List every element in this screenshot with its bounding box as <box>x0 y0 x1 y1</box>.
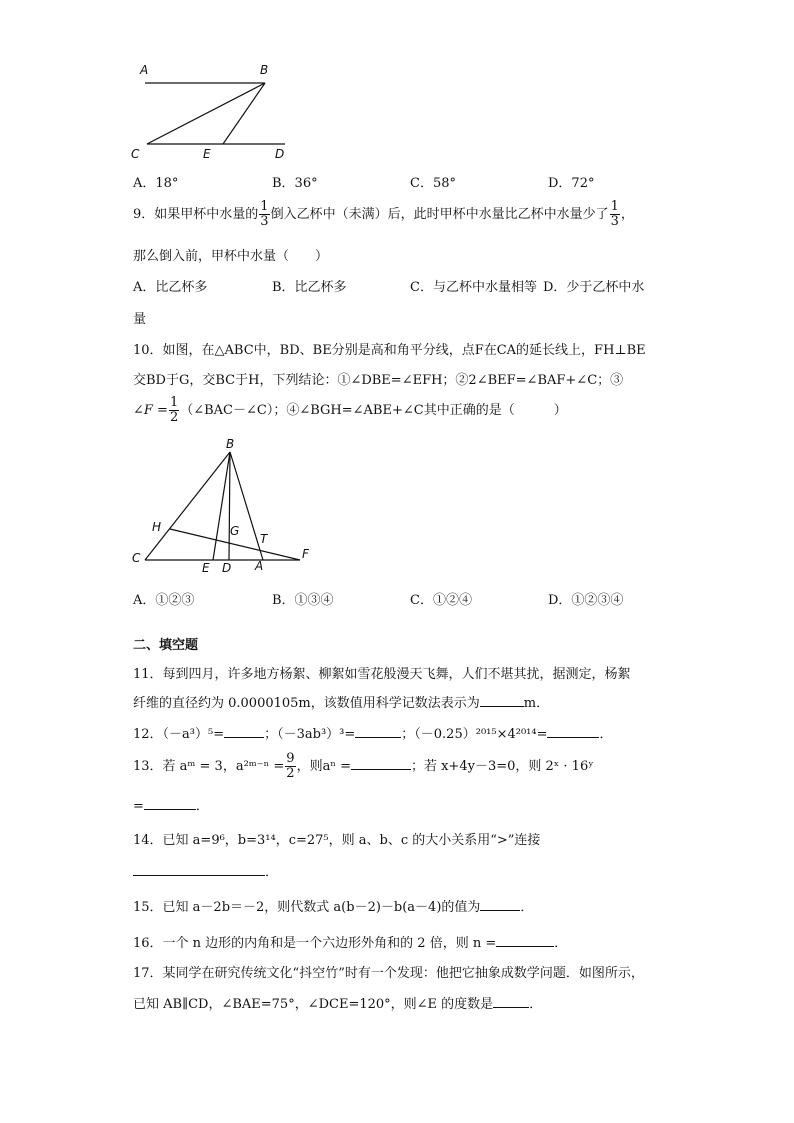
q10-text-3a: ∠F = <box>133 403 168 418</box>
label-f: F <box>302 547 309 561</box>
q10-line1: 10．如图，在△ABC中，BD、BE分别是高和角平分线，点F在CA的延长线上，FH⊥BE <box>133 343 646 358</box>
label-d: D <box>275 147 285 161</box>
q17-blank[interactable] <box>493 995 529 1008</box>
q9-fraction-1: $\frac{1}{3}$ <box>260 199 269 229</box>
q12-line <box>133 723 613 742</box>
label-b2: B <box>226 437 235 451</box>
section-heading: 二、填空题 <box>133 638 199 653</box>
line-eb <box>223 83 265 144</box>
line-cb2 <box>145 452 230 560</box>
q10-option-a[interactable]: A．①②③ <box>133 593 195 608</box>
q11-unit: m． <box>523 696 550 711</box>
q9-option-d-wrap: 量 <box>133 312 147 327</box>
label-a: A <box>140 63 149 77</box>
q16-line <box>133 932 567 951</box>
label-h: H <box>152 520 162 534</box>
q13-eq: = <box>133 799 144 814</box>
q10-option-c[interactable]: C．①②④ <box>410 593 472 608</box>
label-c: C <box>131 147 140 161</box>
q13-text-1: 13．若 aᵐ = 3，a²ᵐ⁻ⁿ = <box>133 759 285 774</box>
q13-text-2: ，则aⁿ = <box>296 759 351 774</box>
q12-text-4: ． <box>599 727 613 742</box>
q11-line2 <box>133 692 549 711</box>
label-c2: C <box>132 551 141 565</box>
q10-line2: 交BD于G，交BC于H，下列结论：①∠DBE=∠EFH；②2∠BEF=∠BAF+∠C；③ <box>133 373 624 388</box>
q12-text-1: 12．（－a³）⁵= <box>133 727 225 742</box>
label-a2: A <box>255 559 264 573</box>
q15-blank[interactable] <box>480 898 520 911</box>
q13-end: ． <box>195 799 209 814</box>
q11-line1: 11．每到四月，许多地方杨絮、柳絮如雪花般漫天飞舞，人们不堪其扰，据测定，杨絮 <box>133 667 631 682</box>
q9-line2: 那么倒入前，甲杯中水量（ ） <box>133 249 329 264</box>
q10-option-b[interactable]: B．①③④ <box>272 593 334 608</box>
q13-line1 <box>133 752 594 781</box>
figure-parallel-lines <box>125 58 300 168</box>
label-d2: D <box>222 561 232 575</box>
q8-option-c[interactable]: C．58° <box>410 176 456 191</box>
q9-text-1: 9．如果甲杯中水量的 <box>133 207 259 222</box>
q16-blank[interactable] <box>496 934 554 947</box>
q14-blank[interactable] <box>133 863 265 876</box>
q8-option-a[interactable]: A．18° <box>133 176 179 191</box>
figure-triangle <box>125 435 325 575</box>
q9-line1 <box>133 200 634 229</box>
q17-line2 <box>133 993 542 1012</box>
q13-fraction: $\frac{9}{2}$ <box>286 751 295 781</box>
line-cb <box>147 83 265 144</box>
q9-option-c[interactable]: C．与乙杯中水量相等 <box>410 280 537 295</box>
q10-text-3b: （∠BAC－∠C）；④∠BGH=∠ABE+∠C其中正确的是（ ） <box>180 403 567 418</box>
q13-blank-1[interactable] <box>351 757 411 770</box>
q12-text-3: ；（－0.25）²⁰¹⁵×4²⁰¹⁴= <box>401 727 548 742</box>
label-t: T <box>260 532 268 546</box>
q10-option-d[interactable]: D．①②③④ <box>548 593 624 608</box>
q9-text-3: ， <box>620 207 634 222</box>
q13-blank-2[interactable] <box>144 797 196 810</box>
q9-fraction-2: $\frac{1}{3}$ <box>610 199 619 229</box>
q12-text-2: ；（－3ab³）³= <box>264 727 356 742</box>
label-e2: E <box>202 561 210 575</box>
q15-text: 15．已知 a－2b＝－2，则代数式 a(b－2)－b(a－4)的值为 <box>133 900 481 915</box>
q9-option-a[interactable]: A．比乙杯多 <box>133 280 208 295</box>
q9-option-d[interactable]: D．少于乙杯中水 <box>543 280 645 295</box>
q11-text: 纤维的直径约为 0.0000105m，该数值用科学记数法表示为 <box>133 696 480 711</box>
q11-answer-blank[interactable] <box>480 694 524 707</box>
q16-text: 16．一个 n 边形的内角和是一个六边形外角和的 2 倍，则 n = <box>133 936 497 951</box>
q14-line2 <box>133 861 278 880</box>
label-b: B <box>260 63 269 77</box>
q9-text-2: 倒入乙杯中（未满）后，此时甲杯中水量比乙杯中水量少了 <box>270 207 609 222</box>
q17-line1: 17．某同学在研究传统文化“抖空竹”时有一个发现：他把它抽象成数学问题．如图所示， <box>133 966 644 981</box>
q14-line1: 14．已知 a=9⁶，b=3¹⁴，c=27⁵，则 a、b、c 的大小关系用“>”连接 <box>133 833 541 848</box>
q16-end: ． <box>554 936 568 951</box>
line-be <box>213 452 230 560</box>
q13-text-3: ；若 x+4y－3=0，则 2ˣ · 16ʸ <box>410 759 594 774</box>
q10-fraction: $\frac{1}{2}$ <box>169 395 179 425</box>
q13-line2 <box>133 795 209 814</box>
q10-line3 <box>133 396 567 425</box>
q17-end: ． <box>529 997 543 1012</box>
q12-blank-3[interactable] <box>547 725 599 738</box>
line-ba <box>230 452 263 560</box>
q14-end: ． <box>265 865 279 880</box>
q8-option-b[interactable]: B．36° <box>272 176 318 191</box>
q17-text: 已知 AB∥CD，∠BAE=75°，∠DCE=120°，则∠E 的度数是 <box>133 997 494 1012</box>
q8-option-d[interactable]: D．72° <box>548 176 595 191</box>
q12-blank-2[interactable] <box>355 725 401 738</box>
q12-blank-1[interactable] <box>224 725 264 738</box>
q9-option-b[interactable]: B．比乙杯多 <box>272 280 347 295</box>
q15-end: ． <box>520 900 534 915</box>
label-g: G <box>230 524 240 538</box>
q15-line <box>133 896 533 915</box>
label-e: E <box>203 147 211 161</box>
